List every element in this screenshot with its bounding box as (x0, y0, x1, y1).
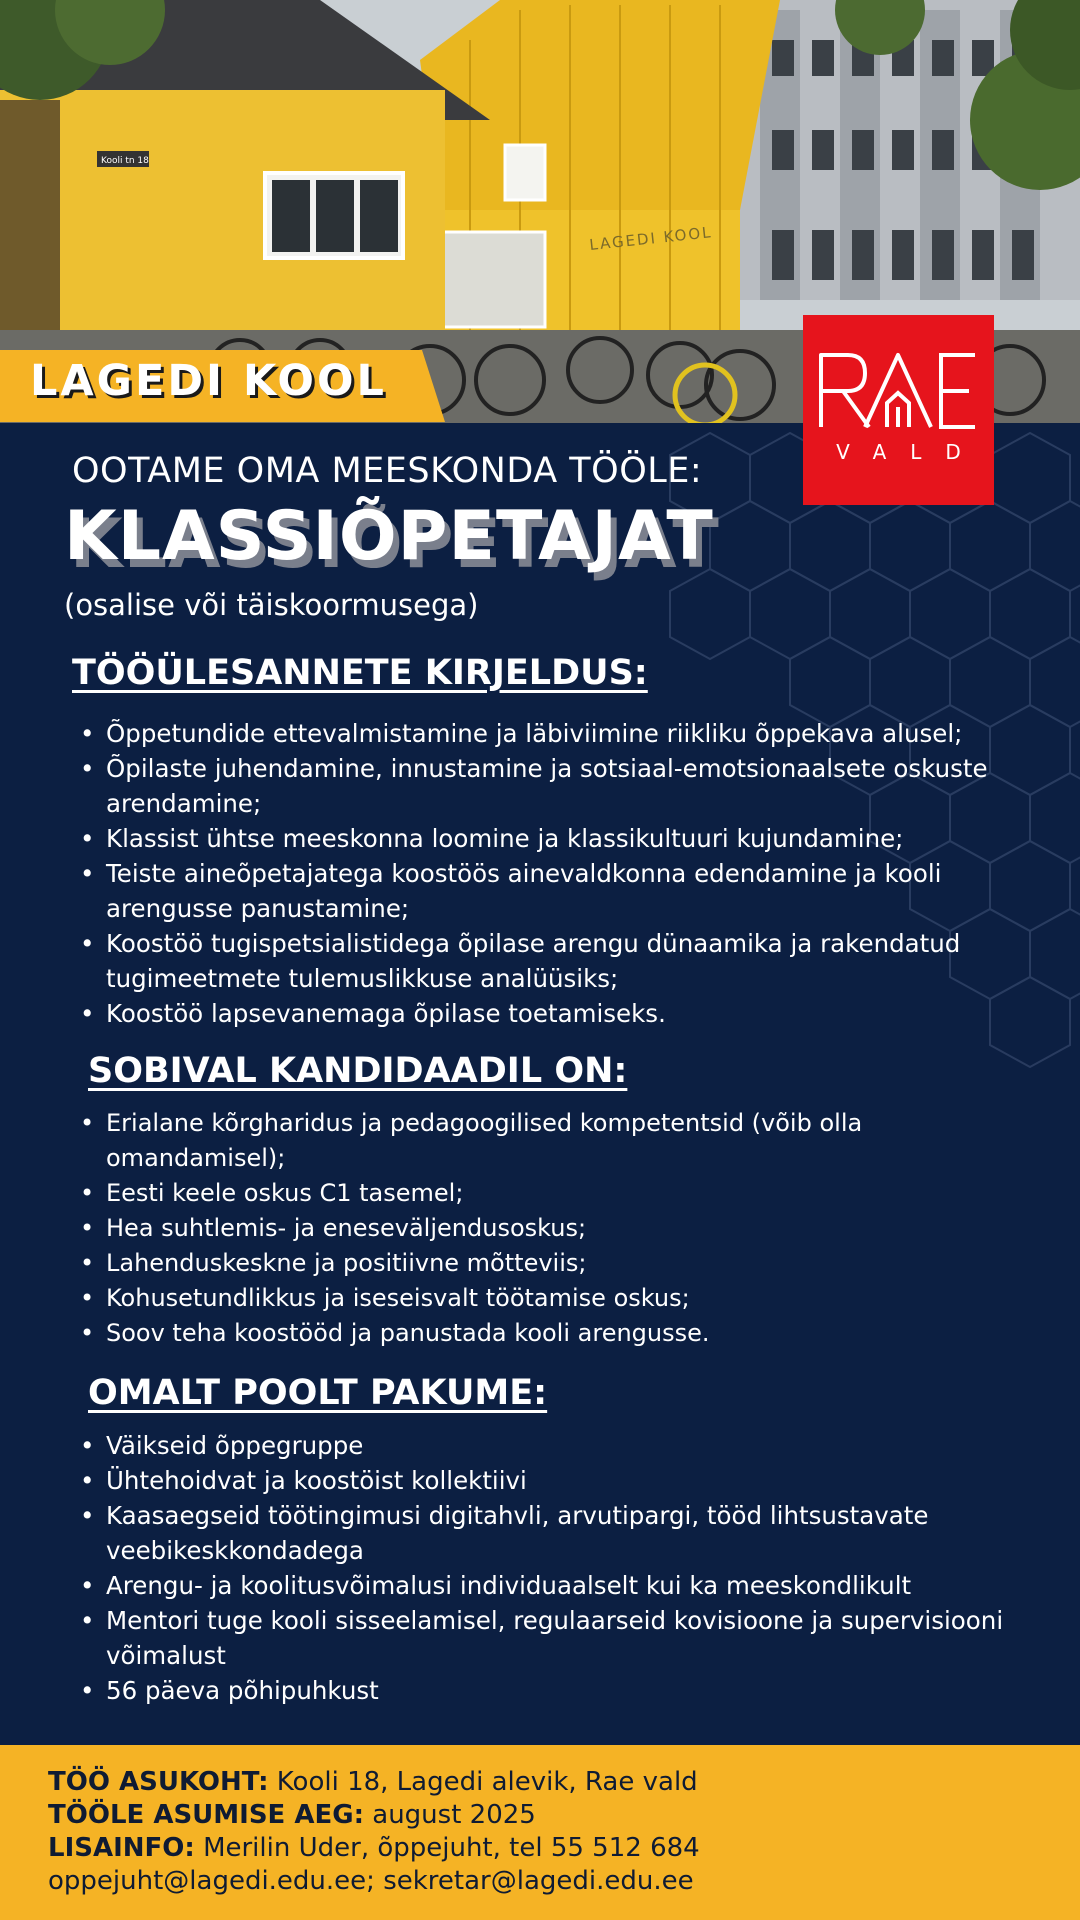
list-item: • Õppetundide ettevalmistamine ja läbiviimine riikliku õppekava alusel; (76, 716, 1056, 751)
contact-emails[interactable]: oppejuht@lagedi.edu.ee; sekretar@lagedi.edu.ee (48, 1866, 694, 1896)
requirements-heading: SOBIVAL KANDIDAADIL ON: (88, 1051, 628, 1091)
list-item: • 56 päeva põhipuhkust (76, 1673, 1036, 1708)
list-item: • Ühtehoidvat ja koostöist kollektiivi (76, 1463, 1036, 1498)
position-title: KLASSIÕPETAJAT (64, 497, 714, 576)
contact-footer (0, 1745, 1080, 1920)
list-item: • Klassist ühtse meeskonna loomine ja klassikultuuri kujundamine; (76, 821, 1056, 856)
workload-note: (osalise või täiskoormusega) (64, 588, 479, 622)
contact-info-line (48, 1833, 700, 1863)
contact-info-label: LISAINFO: (48, 1833, 195, 1863)
list-item: • Hea suhtlemis- ja eneseväljendusoskus; (76, 1211, 1036, 1246)
offer-heading: OMALT POOLT PAKUME: (88, 1373, 548, 1413)
start-date-line (48, 1800, 536, 1830)
start-date-value: august 2025 (372, 1800, 536, 1830)
list-item: • Õpilaste juhendamine, innustamine ja sotsiaal-emotsionaalsete oskuste arendamine; (76, 751, 1056, 821)
location-value: Kooli 18, Lagedi alevik, Rae vald (276, 1767, 698, 1797)
list-item: • Mentori tuge kooli sisseelamisel, regulaarseid kovisioone ja supervisiooni võimalust (76, 1603, 1036, 1673)
list-item: • Kohusetundlikkus ja iseseisvalt töötamise oskus; (76, 1281, 1036, 1316)
rae-vald-logo (803, 315, 994, 505)
list-item: • Koostöö tugispetsialistidega õpilase arengu dünaamika ja rakendatud tugimeetmete tulemuslikkuse analüüsiks; (76, 926, 1056, 996)
list-item: • Arengu- ja koolitusvõimalusi individuaalselt kui ka meeskondlikult (76, 1568, 1036, 1603)
duties-list (76, 716, 1056, 1031)
list-item: • Erialane kõrgharidus ja pedagoogilised kompetentsid (võib olla omandamisel); (76, 1106, 1036, 1176)
location-label: TÖÖ ASUKOHT: (48, 1767, 269, 1797)
facade-sign: LAGEDI KOOL (588, 223, 714, 254)
location-line (48, 1767, 698, 1797)
contact-info-value: Merilin Uder, õppejuht, tel 55 512 684 (203, 1833, 700, 1863)
rae-logo-mark (803, 315, 994, 505)
job-description (0, 423, 1080, 1745)
list-item: • Väikseid õppegruppe (76, 1428, 1036, 1463)
duties-heading: TÖÖÜLESANNETE KIRJELDUS: (72, 653, 648, 693)
list-item: • Eesti keele oskus C1 tasemel; (76, 1176, 1036, 1211)
intro-line: OOTAME OMA MEESKONDA TÖÖLE: (72, 451, 703, 491)
offer-list (76, 1428, 1036, 1708)
list-item: • Teiste aineõpetajatega koostöös ainevaldkonna edendamine ja kooli arengusse panustamine; (76, 856, 1056, 926)
list-item: • Lahenduskeskne ja positiivne mõtteviis; (76, 1246, 1036, 1281)
list-item: • Kaasaegseid töötingimusi digitahvli, arvutipargi, tööd lihtsustavate veebikeskkondadega (76, 1498, 1036, 1568)
school-name: LAGEDI KOOL (30, 356, 387, 406)
start-date-label: TÖÖLE ASUMISE AEG: (48, 1800, 364, 1830)
list-item: • Koostöö lapsevanemaga õpilase toetamiseks. (76, 996, 1056, 1031)
street-sign: Kooli tn 18 (101, 156, 149, 166)
requirements-list (76, 1106, 1036, 1351)
rae-logo-subtext: VALD (836, 440, 985, 464)
list-item: • Soov teha koostööd ja panustada kooli arengusse. (76, 1316, 1036, 1351)
